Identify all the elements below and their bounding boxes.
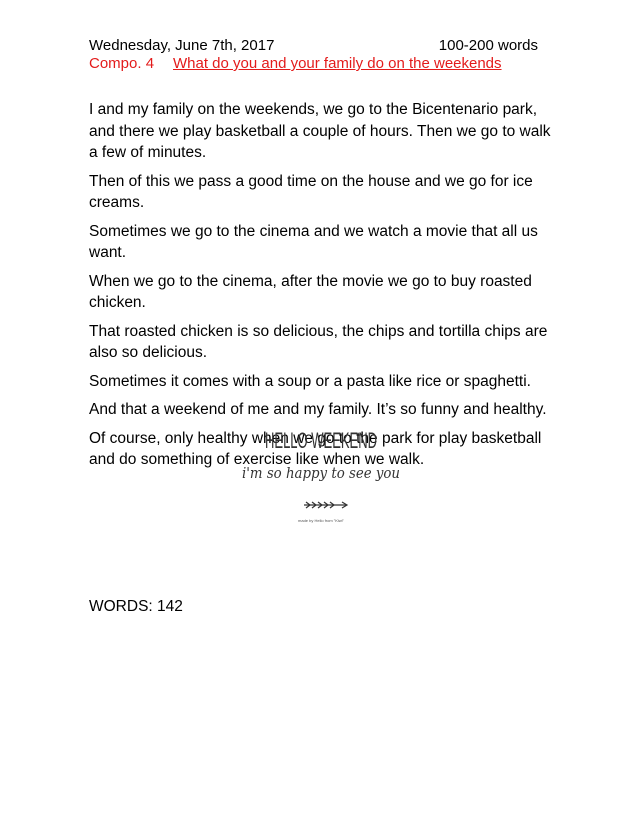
hello-weekend-image: [236, 420, 406, 532]
date-text: Wednesday, June 7th, 2017: [89, 37, 275, 54]
hello-weekend-graphic: [236, 420, 406, 532]
arrow-decoration-icon: [304, 502, 347, 508]
composition-title: What do you and your family do on the weekends: [173, 55, 502, 72]
paragraph: And that a weekend of me and my family. It’s so funny and healthy.: [89, 401, 547, 418]
word-count: WORDS: 142: [89, 598, 183, 615]
paragraph: Then of this we pass a good time on the house and we go for ice creams.: [89, 172, 533, 211]
paragraph: Of course, only healthy when we go to the park for play basketball and do something of exercise like when we walk.: [89, 429, 542, 468]
sticker-headline: HELLO WEEKEND: [265, 428, 377, 453]
word-range-text: 100-200 words: [438, 37, 538, 54]
composition-heading: [89, 55, 502, 73]
paragraph: That roasted chicken is so delicious, the chips and tortilla chips are also so delicious.: [89, 322, 548, 361]
paragraph: When we go to the cinema, after the movie we go to buy roasted chicken.: [89, 272, 532, 311]
paragraph: I and my family on the weekends, we go to the Bicentenario park, and there we play basketball a couple of hours. Then we go to walk a few of minutes.: [89, 101, 551, 161]
sticker-fine-print: made by Hello from "Kiwi": [298, 518, 344, 523]
sticker-script-line: i'm so happy to see you: [242, 464, 400, 482]
paragraph: Sometimes we go to the cinema and we watch a movie that all us want.: [89, 222, 538, 261]
composition-label: Compo. 4: [89, 55, 155, 72]
document-header: [89, 37, 538, 55]
paragraph: Sometimes it comes with a soup or a pasta like rice or spaghetti.: [89, 372, 531, 390]
